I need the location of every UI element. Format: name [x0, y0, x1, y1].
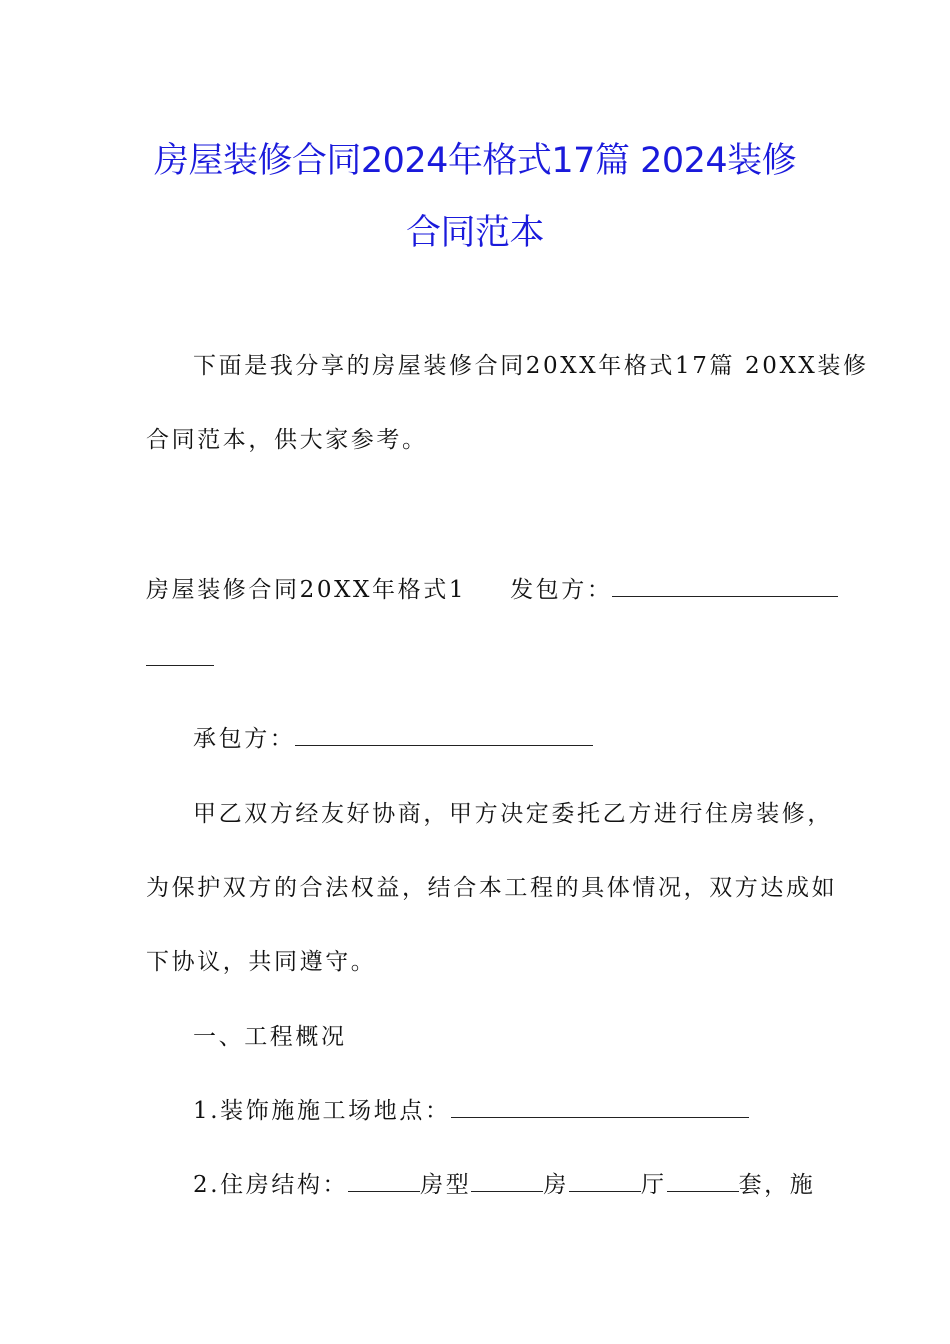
document-title-line-2: 合同范本	[405, 213, 544, 253]
party-a-blank-continued-line	[146, 647, 214, 666]
party-a-blank	[612, 578, 838, 597]
item-2-blank-3	[569, 1173, 641, 1192]
intro-text-line-1: 下面是我分享的房屋装修合同20XX年格式17篇 20XX装修	[193, 353, 869, 379]
clause-heading: 一、工程概况	[193, 1024, 347, 1050]
item-2-house-type: 房型	[420, 1172, 472, 1198]
item-1-label: 1.装饰施施工场地点：	[193, 1098, 451, 1124]
item-2-suite: 套，施	[738, 1172, 816, 1198]
item-1-blank	[451, 1099, 749, 1118]
item-1-row	[193, 1092, 749, 1125]
item-2-label: 2.住房结构：	[193, 1172, 349, 1198]
intro-text-line-2: 合同范本，供大家参考。	[146, 427, 428, 453]
party-a-blank-continued	[146, 646, 214, 672]
section-heading-row	[146, 571, 838, 604]
section-heading: 房屋装修合同20XX年格式1	[146, 577, 467, 603]
item-2-blank-1	[348, 1173, 420, 1192]
agreement-paragraph-line-2: 为保护双方的合法权益，结合本工程的具体情况，双方达成如	[146, 875, 838, 901]
document-title-line-1: 房屋装修合同2024年格式17篇 2024装修	[153, 141, 797, 181]
party-a-label: 发包方：	[510, 577, 613, 603]
item-2-halls: 厅	[640, 1172, 667, 1198]
party-b-blank	[295, 727, 593, 746]
party-b-label: 承包方：	[193, 726, 296, 752]
agreement-paragraph-line-3: 下协议，共同遵守。	[146, 949, 377, 975]
party-b-row	[193, 720, 593, 753]
agreement-paragraph-line-1: 甲乙双方经友好协商，甲方决定委托乙方进行住房装修，	[193, 801, 833, 827]
item-2-blank-4	[667, 1173, 739, 1192]
item-2-row	[193, 1166, 815, 1199]
item-2-blank-2	[471, 1173, 543, 1192]
item-2-rooms: 房	[543, 1172, 569, 1198]
